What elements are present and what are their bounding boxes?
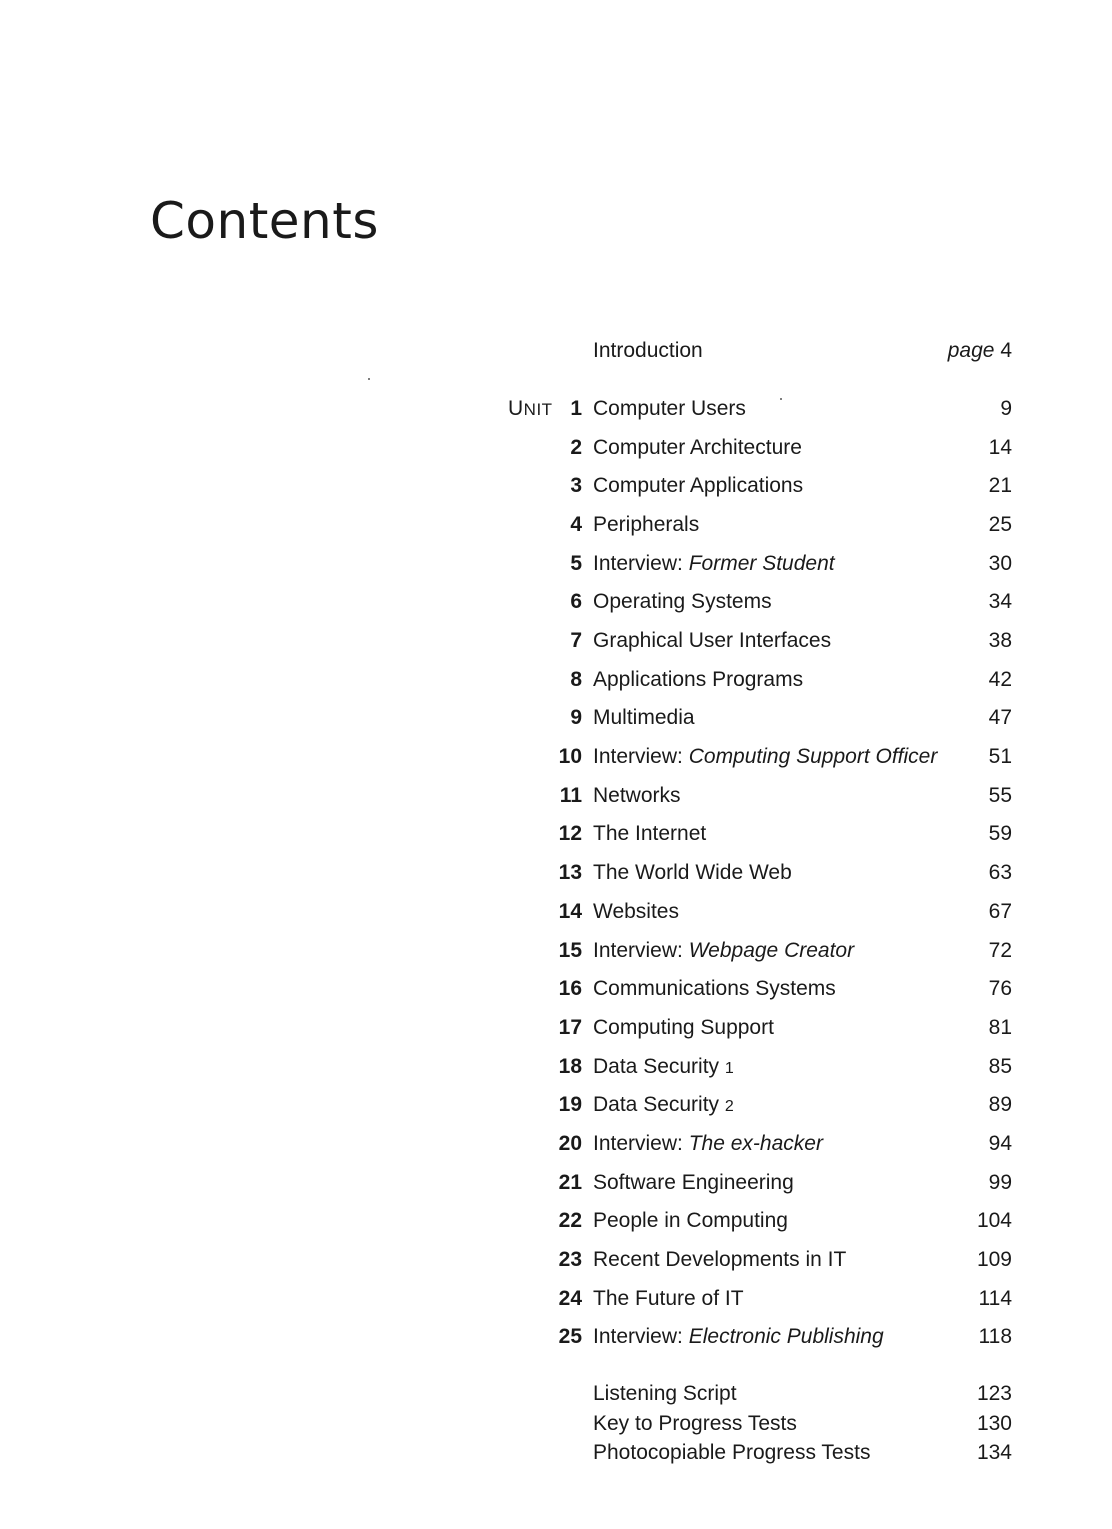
toc-entry-page: 55 <box>988 783 1012 807</box>
toc-entry-page: 38 <box>988 629 1012 653</box>
toc-entry-title <box>593 392 746 426</box>
toc-entry-page: 134 <box>976 1441 1012 1465</box>
unit-title: Peripherals <box>593 513 700 537</box>
toc-entry-title <box>593 779 681 813</box>
unit-number: 18 <box>558 1054 582 1078</box>
unit-title: Websites <box>593 899 679 923</box>
toc-entry-page: 109 <box>976 1247 1012 1271</box>
toc-unit-row <box>0 624 1112 658</box>
unit-title: Interview: <box>593 551 683 575</box>
toc-unit-row <box>0 431 1112 465</box>
unit-number: 10 <box>558 745 582 769</box>
toc-entry-title <box>593 508 699 542</box>
unit-number: 5 <box>570 551 582 575</box>
toc-entry-title <box>593 624 831 658</box>
toc-entry-page: 85 <box>988 1054 1012 1078</box>
unit-title: The Internet <box>593 822 707 846</box>
unit-number: 15 <box>558 938 582 962</box>
toc-entry-title <box>593 469 803 503</box>
toc-unit-row <box>0 817 1112 851</box>
page-number: 4 <box>1000 339 1012 362</box>
toc-entry-title <box>593 1166 794 1200</box>
unit-subtitle: The ex-hacker <box>688 1131 823 1155</box>
unit-subtitle: Electronic Publishing <box>688 1325 884 1349</box>
unit-title: Computer Applications <box>593 474 804 498</box>
unit-title: Computing Support <box>593 1015 774 1039</box>
unit-number: 17 <box>558 1015 582 1039</box>
unit-number: 11 <box>559 783 582 807</box>
toc-entry-page: 25 <box>988 513 1012 537</box>
toc-entry-title <box>593 1127 823 1161</box>
toc-entry-page: 99 <box>988 1170 1012 1194</box>
toc-unit-row <box>0 1282 1112 1316</box>
toc-unit-row <box>0 1088 1112 1122</box>
unit-title: Networks <box>593 783 681 807</box>
toc-entry-title: Introduction <box>593 339 703 362</box>
toc-unit-row <box>0 392 1112 426</box>
unit-title: Multimedia <box>593 706 695 730</box>
toc-unit-row <box>0 740 1112 774</box>
unit-title: Computer Architecture <box>593 435 802 459</box>
unit-number: 19 <box>558 1093 582 1117</box>
toc-entry-page: 14 <box>988 435 1012 459</box>
unit-title: Data Security <box>593 1093 720 1117</box>
toc-entry-page: 67 <box>988 899 1012 923</box>
toc-unit-row <box>0 469 1112 503</box>
unit-title: The World Wide Web <box>593 861 792 885</box>
unit-title: Interview: <box>593 745 683 769</box>
toc-unit-row <box>0 895 1112 929</box>
toc-entry-page: 94 <box>988 1131 1012 1155</box>
toc-entry-title <box>593 1320 884 1354</box>
toc-entry-title <box>593 431 802 465</box>
toc-introduction-row <box>0 334 1112 368</box>
toc-entry-title: Key to Progress Tests <box>593 1411 797 1435</box>
unit-number: 21 <box>558 1170 582 1194</box>
unit-title: Interview: <box>593 1131 683 1155</box>
toc-unit-row <box>0 1320 1112 1354</box>
unit-title: Software Engineering <box>593 1170 794 1194</box>
toc-entry-title <box>593 663 803 697</box>
toc-entry-page: 104 <box>976 1209 1012 1233</box>
unit-number: 4 <box>570 513 582 537</box>
toc-entry-title <box>593 934 854 968</box>
toc-unit-row <box>0 934 1112 968</box>
toc-unit-row <box>0 508 1112 542</box>
toc-unit-row <box>0 1204 1112 1238</box>
unit-number: 14 <box>558 899 582 923</box>
toc-unit-row <box>0 585 1112 619</box>
toc-unit-row <box>0 1243 1112 1277</box>
toc-entry-title: Photocopiable Progress Tests <box>593 1441 871 1465</box>
unit-number: 8 <box>570 667 582 691</box>
toc-entry-title <box>593 1088 734 1124</box>
toc-entry-title <box>593 817 706 851</box>
toc-entry-title: Listening Script <box>593 1382 737 1405</box>
scan-speck <box>368 378 370 380</box>
toc-entry-page: 42 <box>988 667 1012 691</box>
unit-number: 12 <box>558 822 582 846</box>
toc-entry-page: 130 <box>976 1411 1012 1435</box>
scan-speck <box>780 398 782 400</box>
unit-title: Computer Users <box>593 397 746 420</box>
toc-entry-title <box>593 972 836 1006</box>
unit-number: 3 <box>570 474 582 498</box>
toc-entry-title <box>593 856 792 890</box>
unit-title: Communications Systems <box>593 977 836 1001</box>
unit-number: 13 <box>558 861 582 885</box>
toc-entry-title <box>593 740 937 774</box>
page-prefix: page <box>947 339 995 362</box>
unit-number: 2 <box>570 435 582 459</box>
unit-part-number: 1 <box>724 1059 734 1077</box>
unit-title: Interview: <box>593 1325 683 1349</box>
toc-appendix-row <box>0 1436 1112 1470</box>
toc-entry-title <box>593 1243 846 1277</box>
toc-unit-row <box>0 663 1112 697</box>
toc-entry-page: 81 <box>988 1015 1012 1039</box>
toc-entry-page: 72 <box>988 938 1012 962</box>
toc-entry-page: 63 <box>988 861 1012 885</box>
unit-title: Recent Developments in IT <box>593 1247 847 1271</box>
toc-entry-title <box>593 1050 734 1086</box>
toc-entry-title <box>593 547 835 581</box>
toc-entry-title <box>593 1011 774 1045</box>
unit-title: The Future of IT <box>593 1286 744 1310</box>
unit-number: 6 <box>570 590 582 614</box>
unit-title: Applications Programs <box>593 667 804 691</box>
unit-subtitle: Webpage Creator <box>688 938 855 962</box>
toc-entry-page: 76 <box>988 977 1012 1001</box>
toc-entry-page: 118 <box>978 1325 1012 1349</box>
unit-label: UNIT <box>508 397 553 420</box>
unit-part-number: 2 <box>724 1098 734 1116</box>
unit-number: 16 <box>558 977 582 1001</box>
toc-entry-page: 30 <box>988 551 1012 575</box>
unit-number: 24 <box>558 1286 582 1310</box>
unit-title: Graphical User Interfaces <box>593 629 832 653</box>
toc-unit-row <box>0 547 1112 581</box>
toc-entry-title <box>593 1204 788 1238</box>
unit-subtitle: Former Student <box>688 551 835 575</box>
unit-number: 20 <box>558 1131 582 1155</box>
unit-number: 7 <box>570 629 582 653</box>
toc-entry-page <box>948 334 1012 368</box>
toc-entry-page: 21 <box>988 474 1012 498</box>
toc-entry-page: 114 <box>978 1286 1012 1310</box>
unit-title: People in Computing <box>593 1209 788 1233</box>
toc-entry-page: 59 <box>988 822 1012 846</box>
unit-title: Operating Systems <box>593 590 772 614</box>
unit-title: Data Security <box>593 1054 720 1078</box>
toc-entry-title <box>593 585 772 619</box>
toc-entry-page: 47 <box>988 706 1012 730</box>
toc-unit-row <box>0 1050 1112 1084</box>
unit-number: 1 <box>570 397 582 420</box>
unit-subtitle: Computing Support Officer <box>688 745 938 769</box>
toc-entry-page: 51 <box>988 745 1012 769</box>
toc-unit-row <box>0 1011 1112 1045</box>
unit-number: 23 <box>558 1247 582 1271</box>
toc-unit-row <box>0 1127 1112 1161</box>
toc-entry-page: 123 <box>976 1382 1012 1405</box>
unit-number: 25 <box>558 1325 582 1349</box>
toc-unit-row <box>0 856 1112 890</box>
toc-entry-page: 89 <box>988 1093 1012 1117</box>
toc-entry-page: 9 <box>1000 397 1012 420</box>
toc-unit-row <box>0 779 1112 813</box>
toc-entry-title <box>593 701 695 735</box>
toc-unit-row <box>0 972 1112 1006</box>
toc-entry-title <box>593 895 679 929</box>
unit-title: Interview: <box>593 938 683 962</box>
toc-unit-row <box>0 1166 1112 1200</box>
unit-number: 9 <box>570 706 582 730</box>
unit-number: 22 <box>558 1209 582 1233</box>
toc-entry-title <box>593 1282 744 1316</box>
toc-unit-row <box>0 701 1112 735</box>
page-title: Contents <box>150 192 379 250</box>
toc-entry-page: 34 <box>988 590 1012 614</box>
